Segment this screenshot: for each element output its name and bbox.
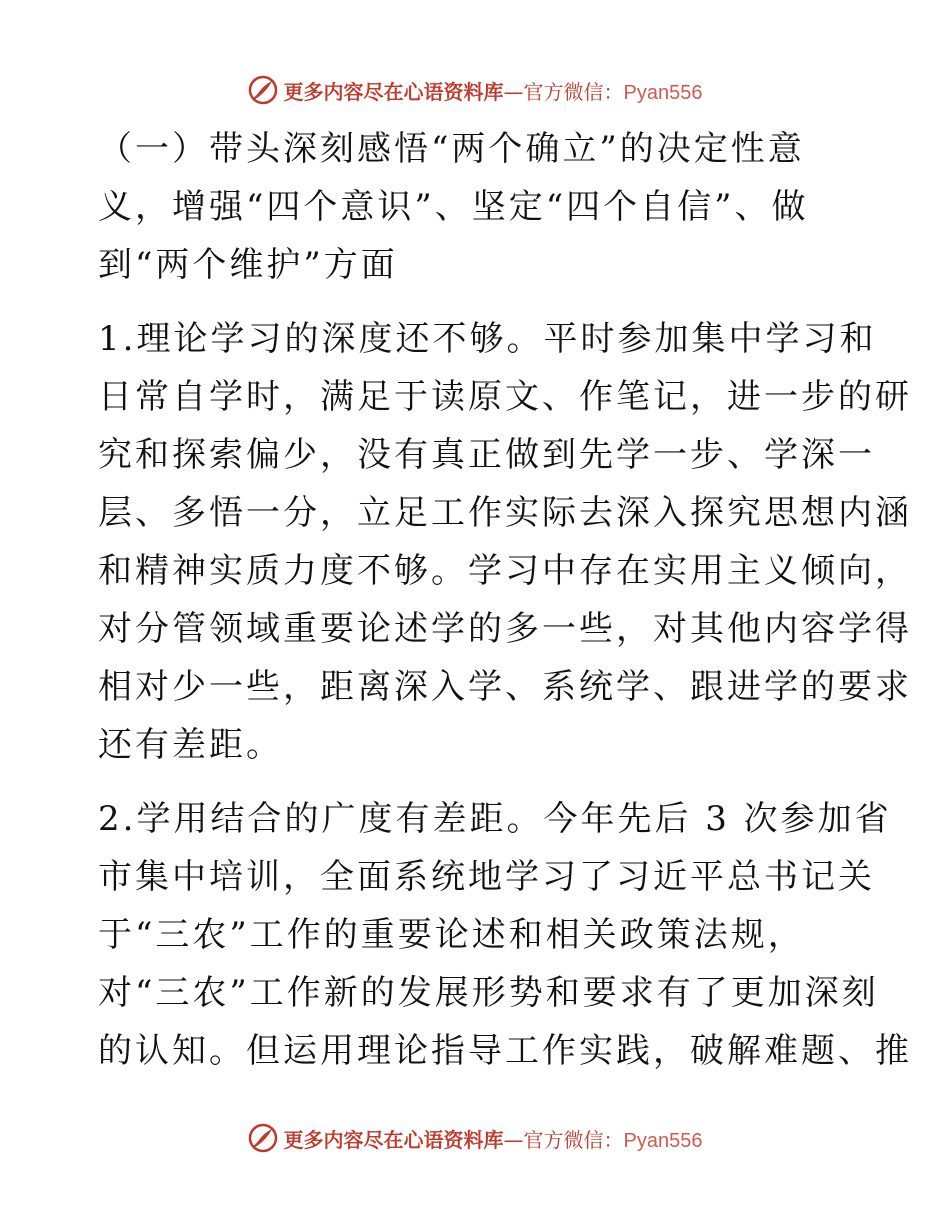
paragraph-line: 2.学用结合的广度有差距。今年先后 3 次参加省 — [98, 799, 892, 839]
watermark-main: 更多内容尽在心语资料库 — [283, 1127, 504, 1152]
document-body — [98, 120, 912, 1096]
paragraph-1 — [98, 310, 912, 774]
paragraph-line: 日常自学时，满足于读原文、作笔记，进一步的研 — [98, 377, 912, 417]
heading-line: （一）带头深刻感悟“两个确立”的决定性意 — [98, 129, 805, 169]
heading-line: 义，增强“四个意识”、坚定“四个自信”、做 — [98, 187, 809, 227]
paragraph-line: 对“三农”工作新的发展形势和要求有了更加深刻 — [98, 973, 879, 1013]
watermark-text — [284, 1124, 703, 1153]
watermark-wechat-label: 官方微信： — [523, 1127, 624, 1152]
watermark-dash: — — [503, 79, 524, 104]
watermark-wechat-id: Pyan556 — [623, 81, 703, 104]
watermark-dash: — — [503, 1127, 524, 1152]
paragraph-line: 对分管领域重要论述学的多一些，对其他内容学得 — [98, 609, 912, 649]
paragraph-line: 1.理论学习的深度还不够。平时参加集中学习和 — [98, 319, 877, 359]
quill-logo-icon — [248, 1123, 278, 1153]
paragraph-2 — [98, 790, 912, 1080]
watermark-main: 更多内容尽在心语资料库 — [283, 79, 504, 104]
heading-line: 到“两个维护”方面 — [98, 245, 398, 285]
footer-watermark — [0, 1118, 950, 1158]
paragraph-line: 还有差距。 — [98, 725, 283, 765]
paragraph-line: 相对少一些，距离深入学、系统学、跟进学的要求 — [98, 667, 912, 707]
watermark-wechat-label: 官方微信： — [523, 79, 624, 104]
paragraph-line: 究和探索偏少，没有真正做到先学一步、学深一 — [98, 435, 875, 475]
paragraph-line: 于“三农”工作的重要论述和相关政策法规， — [98, 915, 805, 955]
section-heading — [98, 120, 858, 294]
watermark-wechat-id: Pyan556 — [623, 1129, 703, 1152]
paragraph-line: 的认知。但运用理论指导工作实践，破解难题、推 — [98, 1031, 912, 1071]
quill-logo-icon — [248, 75, 278, 105]
paragraph-line: 市集中培训，全面系统地学习了习近平总书记关 — [98, 857, 875, 897]
header-watermark — [0, 70, 950, 110]
paragraph-line: 和精神实质力度不够。学习中存在实用主义倾向， — [98, 551, 912, 591]
paragraph-line: 层、多悟一分，立足工作实际去深入探究思想内涵 — [98, 493, 912, 533]
watermark-text — [284, 76, 703, 105]
